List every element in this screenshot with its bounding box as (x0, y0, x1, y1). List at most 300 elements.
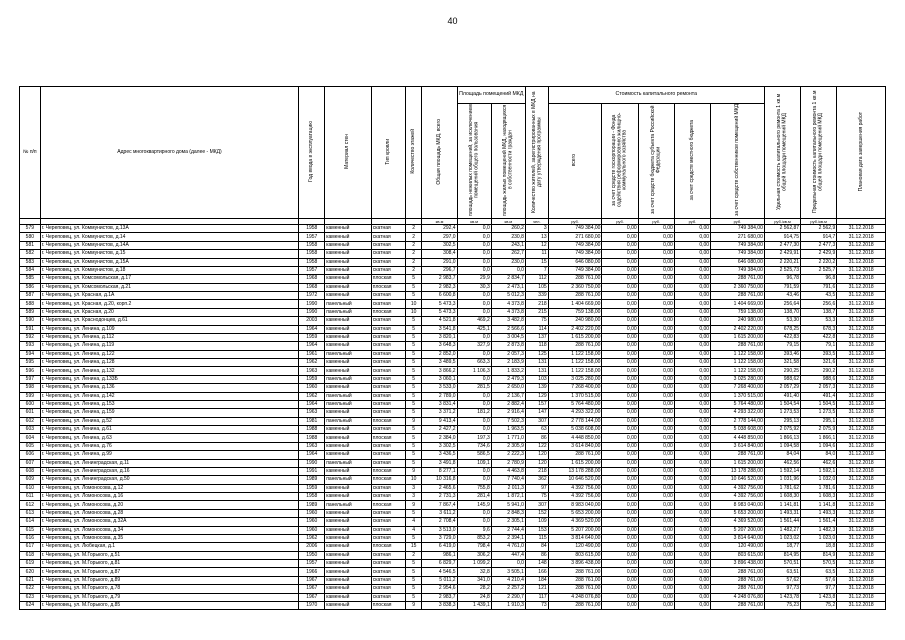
cell-residents: 112 (525, 275, 548, 283)
cell-cost-total: 1 122 158,00 (548, 350, 602, 358)
cell-plan-date: 31.12.2018 (837, 434, 886, 442)
cell-cost-local: 0,00 (674, 451, 710, 459)
cell-total-area: 3 436,5 (422, 451, 457, 459)
cell-cost-owners: 749 384,00 (711, 225, 765, 233)
cell-unit-cost: 63,51 (764, 568, 800, 576)
cell-num: 617 (20, 543, 41, 551)
cell-cost-owners: 288 761,00 (711, 576, 765, 584)
cell-cost-fund: 0,00 (602, 250, 638, 258)
cell-num: 622 (20, 585, 41, 593)
cell-floors: 5 (405, 576, 422, 584)
cell-residents: 153 (525, 526, 548, 534)
cell-cost-total: 1 404 669,00 (548, 300, 602, 308)
cell-roof-type: скатная (371, 225, 405, 233)
cell-plan-date: 31.12.2018 (837, 526, 886, 534)
cell-roof-type: плоская (371, 543, 405, 551)
cell-cost-fund: 0,00 (602, 593, 638, 601)
cell-wall-material: панельный (325, 400, 372, 408)
cell-plan-date: 31.12.2018 (837, 426, 886, 434)
cell-floors: 2 (405, 551, 422, 559)
cell-total-area: 3 060,1 (422, 375, 457, 383)
cell-floors: 5 (405, 275, 422, 283)
cell-floors: 5 (405, 593, 422, 601)
cell-area-nonresidential: 1 439,1 (457, 601, 491, 609)
cell-unit-cost: 1 423,78 (764, 593, 800, 601)
cell-year: 1960 (299, 509, 325, 517)
cell-residents: 184 (525, 576, 548, 584)
cell-cost-region: 0,00 (638, 576, 674, 584)
cell-limit-cost: 2 477,3 (801, 241, 837, 249)
cell-cost-total: 646 080,00 (548, 258, 602, 266)
cell-num: 583 (20, 258, 41, 266)
cell-num: 581 (20, 241, 41, 249)
cell-cost-total: 1 122 158,00 (548, 359, 602, 367)
cell-unit-cost: 988,62 (764, 375, 800, 383)
cell-cost-region: 0,00 (638, 501, 674, 509)
cell-residents: 120 (525, 451, 548, 459)
table-row (20, 325, 886, 333)
cell-cost-local: 0,00 (674, 476, 710, 484)
cell-unit-cost: 814,95 (764, 551, 800, 559)
table-row (20, 534, 886, 542)
cell-floors: 5 (405, 442, 422, 450)
cell-cost-local: 0,00 (674, 417, 710, 425)
cell-year: 1962 (299, 359, 325, 367)
cell-cost-total: 4 448 850,00 (548, 434, 602, 442)
cell-residents: 129 (525, 392, 548, 400)
cell-address: г. Череповец, ул. Ленина, д.61 (40, 426, 299, 434)
cell-residents: 307 (525, 417, 548, 425)
cell-area-nonresidential: 0,0 (457, 476, 491, 484)
cell-address: г. Череповец, ул. Ломоносова, д.32А (40, 518, 299, 526)
cell-cost-local: 0,00 (674, 258, 710, 266)
unit-rub: руб. (548, 219, 602, 225)
cell-cost-region: 0,00 (638, 292, 674, 300)
table-row (20, 417, 886, 425)
cell-cost-total: 749 384,00 (548, 225, 602, 233)
unit-rub: руб. (674, 219, 710, 225)
cell-cost-fund: 0,00 (602, 342, 638, 350)
cell-plan-date: 31.12.2018 (837, 392, 886, 400)
cell-area-nonresidential: 853,2 (457, 534, 491, 542)
cell-num: 586 (20, 283, 41, 291)
cell-area-nonresidential: 734,6 (457, 442, 491, 450)
cell-total-area: 296,7 (422, 266, 457, 274)
cell-cost-local: 0,00 (674, 593, 710, 601)
cell-limit-cost: 1 493,3 (801, 509, 837, 517)
cell-limit-cost: 2 429,9 (801, 250, 837, 258)
cell-cost-local: 0,00 (674, 384, 710, 392)
cell-floors: 9 (405, 601, 422, 609)
cell-roof-type: скатная (371, 526, 405, 534)
header-area-residential: площадь жилых помещений МКД, находящихся в собственности граждан (491, 104, 525, 219)
cell-residents: 7 (525, 266, 548, 274)
cell-roof-type: скатная (371, 409, 405, 417)
cell-year: 1961 (299, 350, 325, 358)
cell-cost-region: 0,00 (638, 551, 674, 559)
cell-roof-type: скатная (371, 593, 405, 601)
cell-cost-total: 271 680,00 (548, 233, 602, 241)
cell-address: г. Череповец, ул. Коммунистов, д.13А (40, 225, 299, 233)
cell-floors: 5 (405, 350, 422, 358)
cell-year: 1957 (299, 233, 325, 241)
cell-floors: 2 (405, 266, 422, 274)
cell-plan-date: 31.12.2018 (837, 451, 886, 459)
cell-residents: 114 (525, 325, 548, 333)
cell-cost-total: 3 896 438,00 (548, 560, 602, 568)
cell-total-area: 3 541,8 (422, 325, 457, 333)
cell-year: 1970 (299, 601, 325, 609)
cell-total-area: 3 611,2 (422, 509, 457, 517)
cell-cost-region: 0,00 (638, 250, 674, 258)
cell-cost-total: 13 178 288,00 (548, 467, 602, 475)
cell-plan-date: 31.12.2018 (837, 518, 886, 526)
cell-year: 1989 (299, 476, 325, 484)
cell-cost-owners: 5 764 480,00 (711, 400, 765, 408)
cell-address: г. Череповец, ул. Ленина, д.159 (40, 409, 299, 417)
cell-year: 1968 (299, 283, 325, 291)
cell-address: г. Череповец, ул. Ленина, д.136 (40, 384, 299, 392)
cell-cost-region: 0,00 (638, 308, 674, 316)
cell-cost-local: 0,00 (674, 359, 710, 367)
cell-roof-type: скатная (371, 350, 405, 358)
cell-cost-fund: 0,00 (602, 493, 638, 501)
cell-cost-region: 0,00 (638, 283, 674, 291)
cell-num: 611 (20, 493, 41, 501)
cell-cost-owners: 120 490,00 (711, 543, 765, 551)
cell-cost-fund: 0,00 (602, 359, 638, 367)
cell-area-nonresidential: 29,9 (457, 275, 491, 283)
cell-residents: 362 (525, 476, 548, 484)
cell-area-residential: 2 744,4 (491, 526, 525, 534)
cell-plan-date: 31.12.2018 (837, 359, 886, 367)
cell-floors: 5 (405, 426, 422, 434)
cell-year: 1959 (299, 484, 325, 492)
cell-roof-type: скатная (371, 426, 405, 434)
cell-cost-total: 4 392 756,00 (548, 484, 602, 492)
cell-cost-local: 0,00 (674, 426, 710, 434)
cell-cost-total: 759 138,00 (548, 308, 602, 316)
cell-total-area: 6 600,8 (422, 292, 457, 300)
cell-num: 588 (20, 300, 41, 308)
cell-year: 1964 (299, 325, 325, 333)
cell-area-nonresidential: 0,0 (457, 350, 491, 358)
cell-year: 1960 (299, 518, 325, 526)
cell-total-area: 3 513,0 (422, 526, 457, 534)
cell-roof-type: скатная (371, 375, 405, 383)
cell-unit-cost: 393,46 (764, 350, 800, 358)
cell-area-nonresidential: 0,0 (457, 258, 491, 266)
cell-cost-fund: 0,00 (602, 283, 638, 291)
table-row (20, 459, 886, 467)
cell-area-residential: 447,4 (491, 551, 525, 559)
cell-total-area: 2 983,7 (422, 593, 457, 601)
cell-plan-date: 31.12.2018 (837, 493, 886, 501)
cell-limit-cost: 1 023,0 (801, 534, 837, 542)
cell-cost-total: 288 761,00 (548, 576, 602, 584)
cell-wall-material: каменный (325, 493, 372, 501)
cell-residents: 105 (525, 283, 548, 291)
cell-area-nonresidential: 0,0 (457, 518, 491, 526)
cell-cost-total: 288 761,00 (548, 568, 602, 576)
cell-area-residential: 260,2 (491, 225, 525, 233)
cell-cost-region: 0,00 (638, 367, 674, 375)
cell-cost-total: 749 384,00 (548, 241, 602, 249)
cell-area-nonresidential: 663,3 (457, 359, 491, 367)
cell-plan-date: 31.12.2018 (837, 509, 886, 517)
cell-unit-cost: 678,25 (764, 325, 800, 333)
cell-roof-type: скатная (371, 585, 405, 593)
table-row (20, 426, 886, 434)
cell-area-nonresidential: 0,0 (457, 426, 491, 434)
cell-wall-material: каменный (325, 359, 372, 367)
cell-cost-fund: 0,00 (602, 551, 638, 559)
cell-unit-cost: 1 866,13 (764, 434, 800, 442)
cell-roof-type: скатная (371, 459, 405, 467)
cell-roof-type: плоская (371, 467, 405, 475)
cell-plan-date: 31.12.2018 (837, 585, 886, 593)
cell-year: 1959 (299, 333, 325, 341)
cell-residents: 137 (525, 333, 548, 341)
cell-total-area: 2 982,3 (422, 283, 457, 291)
cell-floors: 5 (405, 409, 422, 417)
cell-cost-region: 0,00 (638, 300, 674, 308)
cell-year: 1991 (299, 467, 325, 475)
cell-cost-owners: 759 138,00 (711, 308, 765, 316)
cell-address: г. Череповец, ул. Коммунистов, д.14А (40, 241, 299, 249)
cell-limit-cost: 393,5 (801, 350, 837, 358)
cell-cost-region: 0,00 (638, 241, 674, 249)
cell-address: г. Череповец, ул. Ленина, д.119 (40, 342, 299, 350)
cell-roof-type: плоская (371, 308, 405, 316)
cell-plan-date: 31.12.2018 (837, 250, 886, 258)
cell-roof-type: скатная (371, 518, 405, 526)
cell-limit-cost: 791,6 (801, 283, 837, 291)
cell-floors: 5 (405, 367, 422, 375)
table-row (20, 560, 886, 568)
cell-area-residential: 2 057,3 (491, 350, 525, 358)
cell-floors: 2 (405, 241, 422, 249)
cell-area-nonresidential: 755,8 (457, 484, 491, 492)
table-row (20, 409, 886, 417)
cell-address: г. Череповец, ул. Ленина, д.112 (40, 333, 299, 341)
cell-cost-local: 0,00 (674, 275, 710, 283)
cell-roof-type: скатная (371, 509, 405, 517)
cell-cost-local: 0,00 (674, 333, 710, 341)
cell-wall-material: каменный (325, 442, 372, 450)
cell-year: 1989 (299, 501, 325, 509)
cell-cost-fund: 0,00 (602, 434, 638, 442)
unit-rub: руб. (638, 219, 674, 225)
cell-total-area: 3 866,2 (422, 367, 457, 375)
cell-year: 1967 (299, 585, 325, 593)
cell-unit-cost: 57,62 (764, 576, 800, 584)
cell-wall-material: каменный (325, 568, 372, 576)
cell-cost-owners: 288 761,00 (711, 585, 765, 593)
cell-num: 580 (20, 233, 41, 241)
cell-total-area: 4 546,5 (422, 568, 457, 576)
cell-area-residential: 4 373,8 (491, 308, 525, 316)
cell-cost-owners: 288 761,00 (711, 451, 765, 459)
table-row (20, 451, 886, 459)
cell-unit-cost: 462,56 (764, 459, 800, 467)
cell-address: г. Череповец, ул. Ломоносова, д.12 (40, 484, 299, 492)
cell-limit-cost: 57,6 (801, 576, 837, 584)
cell-plan-date: 31.12.2018 (837, 551, 886, 559)
cell-floors: 5 (405, 342, 422, 350)
cell-limit-cost: 1 781,6 (801, 484, 837, 492)
cell-address: г. Череповец, ул. Коммунистов, д.18 (40, 266, 299, 274)
cell-year: 1958 (299, 258, 325, 266)
cell-address: г. Череповец, ул. Ломоносова, д.35 (40, 534, 299, 542)
cell-address: г. Череповец, ул. Ленина, д.142 (40, 392, 299, 400)
cell-cost-owners: 3 025 280,00 (711, 375, 765, 383)
cell-cost-local: 0,00 (674, 551, 710, 559)
cell-cost-owners: 7 268 400,00 (711, 384, 765, 392)
cell-plan-date: 31.12.2018 (837, 342, 886, 350)
header-cost-group: Стоимость капитального ремонта (548, 87, 764, 104)
cell-cost-fund: 0,00 (602, 576, 638, 584)
table-row (20, 392, 886, 400)
cell-num: 593 (20, 342, 41, 350)
cell-floors: 5 (405, 400, 422, 408)
cell-floors: 5 (405, 384, 422, 392)
cell-plan-date: 31.12.2018 (837, 266, 886, 274)
cell-area-nonresidential: 109,1 (457, 459, 491, 467)
cell-area-nonresidential: 281,4 (457, 493, 491, 501)
cell-plan-date: 31.12.2018 (837, 400, 886, 408)
cell-area-nonresidential: 0,0 (457, 509, 491, 517)
cell-num: 579 (20, 225, 41, 233)
cell-limit-cost: 2 075,9 (801, 426, 837, 434)
cell-floors: 5 (405, 568, 422, 576)
cell-cost-local: 0,00 (674, 300, 710, 308)
cell-cost-local: 0,00 (674, 400, 710, 408)
cell-year: 1966 (299, 568, 325, 576)
cell-cost-total: 8 983 040,00 (548, 501, 602, 509)
cell-cost-region: 0,00 (638, 476, 674, 484)
cell-limit-cost: 18,8 (801, 543, 837, 551)
cell-num: 596 (20, 367, 41, 375)
cell-plan-date: 31.12.2018 (837, 317, 886, 325)
cell-cost-fund: 0,00 (602, 325, 638, 333)
cell-unit-cost: 2 429,91 (764, 250, 800, 258)
cell-area-nonresidential: 327,9 (457, 342, 491, 350)
cell-cost-region: 0,00 (638, 317, 674, 325)
cell-residents: 218 (525, 300, 548, 308)
cell-cost-fund: 0,00 (602, 292, 638, 300)
cell-residents: 131 (525, 359, 548, 367)
cell-total-area: 10 316,8 (422, 476, 457, 484)
cell-total-area: 3 648,3 (422, 342, 457, 350)
cell-area-nonresidential: 24,8 (457, 593, 491, 601)
cell-address: г. Череповец, ул. Комсомольская, д.21 (40, 283, 299, 291)
cell-wall-material: каменный (325, 233, 372, 241)
cell-plan-date: 31.12.2018 (837, 283, 886, 291)
cell-limit-cost: 814,9 (801, 551, 837, 559)
cell-floors: 9 (405, 467, 422, 475)
cell-num: 618 (20, 551, 41, 559)
cell-cost-owners: 4 392 756,00 (711, 484, 765, 492)
cell-address: г. Череповец, ул. Ломоносова, д.20 (40, 501, 299, 509)
cell-plan-date: 31.12.2018 (837, 593, 886, 601)
cell-unit-cost: 1 023,02 (764, 534, 800, 542)
cell-cost-total: 1 370 515,00 (548, 392, 602, 400)
cell-wall-material: каменный (325, 576, 372, 584)
cell-address: г. Череповец, ул. Красная, д.1А (40, 292, 299, 300)
cell-cost-fund: 0,00 (602, 543, 638, 551)
cell-address: г. Череповец, ул. Ленинградская, д.11 (40, 459, 299, 467)
cell-roof-type: скатная (371, 300, 405, 308)
cell-cost-region: 0,00 (638, 601, 674, 609)
cell-residents: 75 (525, 493, 548, 501)
cell-num: 597 (20, 375, 41, 383)
cell-unit-cost: 2 477,30 (764, 241, 800, 249)
cell-cost-total: 7 268 400,00 (548, 384, 602, 392)
cell-unit-cost: 84,04 (764, 451, 800, 459)
cell-floors: 5 (405, 283, 422, 291)
header-area-group: Площадь помещений МКД (457, 87, 525, 104)
cell-limit-cost: 96,8 (801, 275, 837, 283)
cell-total-area: 2 954,6 (422, 585, 457, 593)
cell-area-nonresidential: 306,2 (457, 551, 491, 559)
cell-unit-cost: 1 273,53 (764, 409, 800, 417)
cell-year: 1962 (299, 392, 325, 400)
cell-unit-cost: 1 493,31 (764, 509, 800, 517)
cell-area-nonresidential: 1 099,2 (457, 560, 491, 568)
cell-total-area: 3 533,0 (422, 384, 457, 392)
cell-area-residential: 5 941,0 (491, 501, 525, 509)
cell-cost-owners: 749 384,00 (711, 241, 765, 249)
cell-residents: 97 (525, 484, 548, 492)
cell-unit-cost: 791,59 (764, 283, 800, 291)
cell-roof-type: скатная (371, 384, 405, 392)
cell-cost-total: 2 402 220,00 (548, 325, 602, 333)
cell-floors: 5 (405, 359, 422, 367)
cell-residents: 117 (525, 593, 548, 601)
cell-roof-type: плоская (371, 283, 405, 291)
cell-limit-cost: 43,5 (801, 292, 837, 300)
cell-unit-cost: 1 031,96 (764, 476, 800, 484)
cell-area-residential: 1 910,3 (491, 601, 525, 609)
cell-residents: 125 (525, 350, 548, 358)
cell-roof-type: скатная (371, 359, 405, 367)
cell-floors: 5 (405, 534, 422, 542)
cell-cost-total: 3 614 840,00 (548, 442, 602, 450)
cell-cost-total: 288 761,00 (548, 292, 602, 300)
cell-roof-type: скатная (371, 250, 405, 258)
cell-total-area: 2 708,4 (422, 518, 457, 526)
cell-num: 623 (20, 593, 41, 601)
cell-cost-region: 0,00 (638, 342, 674, 350)
cell-plan-date: 31.12.2018 (837, 384, 886, 392)
cell-address: г. Череповец, ул. Ленина, д.133Б (40, 375, 299, 383)
cell-cost-region: 0,00 (638, 568, 674, 576)
cell-address: г. Череповец, ул. Красная, д.20, корп.2 (40, 300, 299, 308)
cell-floors: 2 (405, 250, 422, 258)
cell-cost-owners: 1 122 158,00 (711, 367, 765, 375)
table-header (20, 87, 886, 225)
cell-area-residential: 2 183,9 (491, 359, 525, 367)
cell-limit-cost: 1 423,8 (801, 593, 837, 601)
cell-num: 624 (20, 601, 41, 609)
cell-area-residential: 4 761,0 (491, 543, 525, 551)
cell-limit-cost: 84,0 (801, 451, 837, 459)
cell-cost-fund: 0,00 (602, 350, 638, 358)
cell-floors: 4 (405, 526, 422, 534)
cell-cost-total: 5 207 200,00 (548, 526, 602, 534)
cell-address: г. Череповец, ул. Ленинградская, д.50 (40, 476, 299, 484)
